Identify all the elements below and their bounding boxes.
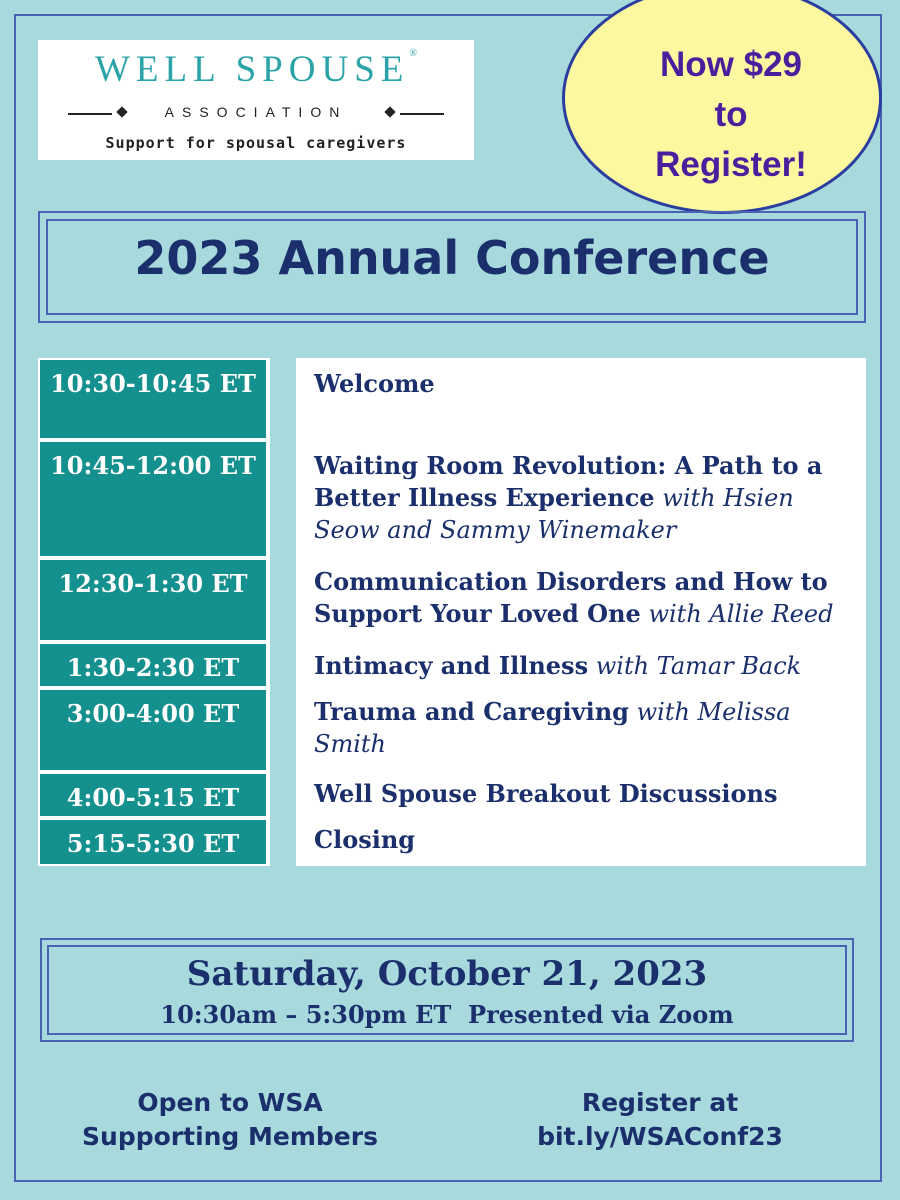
schedule-gap-column (268, 358, 298, 866)
eligibility-line-1: Open to WSA (137, 1088, 323, 1117)
schedule-time: 5:15-5:30 ET (38, 818, 268, 866)
logo-divider-right (400, 113, 444, 115)
diamond-icon (116, 106, 127, 117)
schedule-time: 1:30-2:30 ET (38, 642, 268, 688)
schedule-session: Welcome (314, 369, 435, 398)
logo-association: ASSOCIATION (164, 104, 348, 120)
diamond-icon (384, 106, 395, 117)
eligibility-note (60, 1086, 400, 1154)
promo-line-3: Register! (655, 145, 807, 184)
schedule-time: 3:00-4:00 ET (38, 688, 268, 772)
logo-tagline: Support for spousal caregivers (105, 134, 407, 152)
register-label: Register at (581, 1088, 739, 1117)
promo-line-1: Now $29 (660, 45, 802, 84)
schedule-session: Trauma and Caregiving with Melissa Smith (314, 697, 791, 758)
event-date-box (40, 938, 854, 1042)
schedule-session: Well Spouse Breakout Discussions (314, 779, 778, 808)
logo-name: WELL SPOUSE® (95, 48, 417, 90)
title-box (38, 211, 866, 323)
event-date: Saturday, October 21, 2023 (186, 954, 708, 994)
logo-divider-left (68, 113, 112, 115)
price-bubble-text (562, 40, 900, 190)
event-hours: 10:30am – 5:30pm ET Presented via Zoom (160, 1000, 734, 1029)
schedule-time: 10:30-10:45 ET (38, 358, 268, 440)
eligibility-line-2: Supporting Members (82, 1122, 378, 1151)
register-link[interactable]: bit.ly/WSAConf23 (537, 1122, 783, 1151)
schedule-session: Communication Disorders and How to Support Your Loved One with Allie Reed (314, 567, 834, 628)
schedule-time: 12:30-1:30 ET (38, 558, 268, 642)
schedule-session: Closing (314, 825, 416, 854)
schedule-session: Intimacy and Illness with Tamar Back (314, 651, 802, 680)
promo-line-2: to (714, 95, 748, 134)
schedule-time: 4:00-5:15 ET (38, 772, 268, 818)
page-title: 2023 Annual Conference (134, 231, 770, 285)
schedule-table (38, 358, 866, 866)
schedule-time: 10:45-12:00 ET (38, 440, 268, 558)
registration-note (480, 1086, 840, 1154)
well-spouse-logo (38, 40, 474, 160)
logo-association-row (68, 102, 444, 126)
schedule-session: Waiting Room Revolution: A Path to a Better Illness Experience with Hsien Seow and Sammy Winemaker (314, 451, 823, 544)
